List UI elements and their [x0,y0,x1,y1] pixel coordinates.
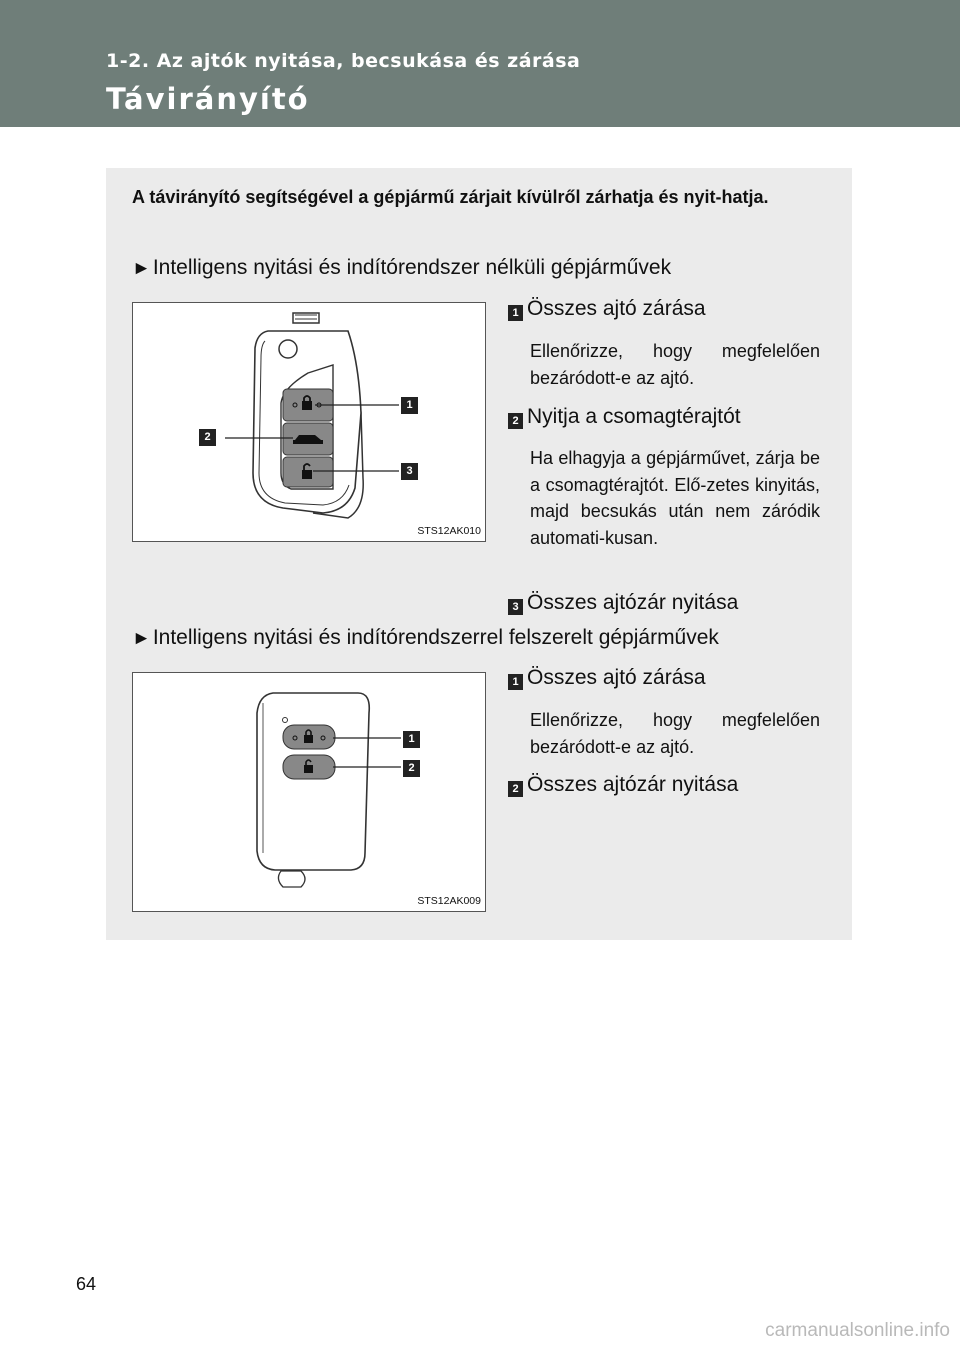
figure-code: STS12AK010 [417,525,481,537]
item-number-badge: 3 [508,599,523,615]
item-title-text: Összes ajtó zárása [527,666,706,689]
flip-key-illustration [133,303,485,541]
smart-key-figure [132,672,486,912]
section2-item-2-title [508,773,738,797]
item-title-text: Összes ajtózár nyitása [527,773,739,796]
figure-code: STS12AK009 [417,895,481,907]
item-number-badge: 1 [508,674,523,690]
intro-text: A távirányító segítségével a gépjármű zárjait kívülről zárhatja és nyit-hatja. [132,187,769,207]
section2-item-1-body: Ellenőrizze, hogy megfelelően bezáródott-e az ajtó. [530,710,820,757]
callout-2: 2 [403,760,420,777]
section1-item-2-title [508,405,741,429]
item-title-text: Nyitja a csomagtérajtót [527,405,741,428]
triangle-bullet-icon: ► [132,628,151,649]
callout-1: 1 [403,731,420,748]
smart-key-illustration [133,673,485,911]
section1-item-3-title [508,591,738,615]
item-number-badge: 2 [508,781,523,797]
item-title-text: Összes ajtó zárása [527,297,706,320]
section1-item-2-body: Ha elhagyja a gépjárművet, zárja be a csomagtérajtót. Elő-zetes kinyitás, majd becsukás után nem záródik automati-kusan. [530,448,820,548]
section2-heading [132,626,719,650]
section1-item-1-title [508,297,706,321]
section2-heading-text: Intelligens nyitási és indítórendszerrel felszerelt gépjárművek [152,626,719,649]
callout-3: 3 [401,463,418,480]
item-number-badge: 1 [508,305,523,321]
callout-2: 2 [199,429,216,446]
section2-item-1-title [508,666,706,690]
page-title: Távirányító [106,82,310,116]
flip-key-figure [132,302,486,542]
section1-item-1-body: Ellenőrizze, hogy megfelelően bezáródott-e az ajtó. [530,341,820,388]
item-number-badge: 2 [508,413,523,429]
section-title: 1-2. Az ajtók nyitása, becsukása és zárása [106,50,581,72]
watermark: carmanualsonline.info [765,1320,950,1341]
section-header [0,0,960,127]
callout-1: 1 [401,397,418,414]
page-number: 64 [76,1274,97,1294]
triangle-bullet-icon: ► [132,258,151,279]
section1-heading-text: Intelligens nyitási és indítórendszer nélküli gépjárművek [152,256,672,279]
section1-heading [132,256,671,280]
item-title-text: Összes ajtózár nyitása [527,591,739,614]
